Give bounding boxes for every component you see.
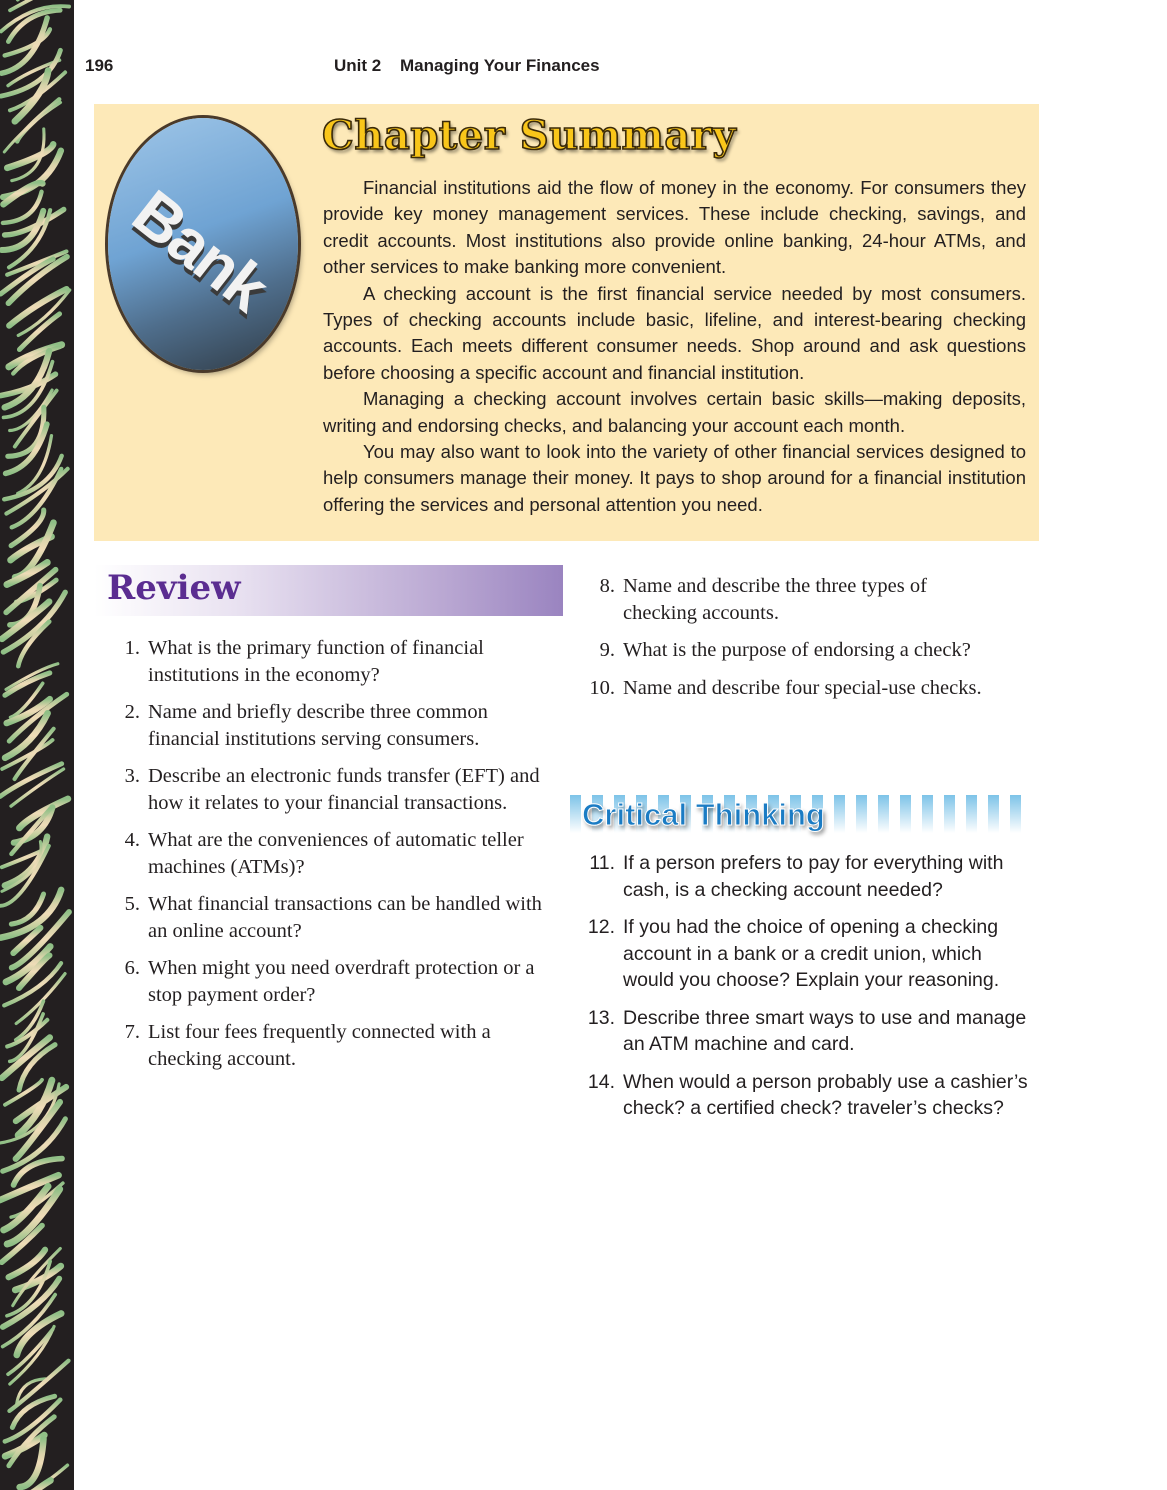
summary-paragraph: A checking account is the first financial service needed by most consumers. Types of checking accounts include basic, lifeline, and interest-bearing checking accounts. Each meets different consumer needs. Shop around and ask questions before choosing a specific account and financial institution. <box>323 282 1026 383</box>
page-number: 196 <box>85 56 114 75</box>
unit-title: Managing Your Finances <box>399 56 600 75</box>
critical-question <box>583 914 1033 994</box>
question-text: What financial transactions can be handled with an online account? <box>148 893 542 942</box>
review-question <box>108 1019 558 1072</box>
critical-thinking-questions <box>583 850 1033 1133</box>
question-text: If a person prefers to pay for everything with cash, is a checking account needed? <box>623 852 1004 901</box>
critical-thinking-header <box>570 795 1030 843</box>
question-number: 10. <box>589 676 615 699</box>
review-question <box>583 573 1003 626</box>
chapter-summary-text <box>323 175 1026 518</box>
question-text: If you had the choice of opening a checking account in a bank or a credit union, which would you choose? Explain your reasoning. <box>623 916 1000 991</box>
question-text: Name and describe the three types of checking accounts. <box>623 575 927 624</box>
question-text: When might you need overdraft protection or a stop payment order? <box>148 957 535 1006</box>
question-text: What are the conveniences of automatic teller machines (ATMs)? <box>148 829 524 878</box>
question-text: Name and describe four special-use checks. <box>623 676 982 699</box>
question-number: 11. <box>589 852 615 874</box>
review-question <box>583 637 1003 664</box>
question-number: 9. <box>599 639 615 661</box>
question-number: 13. <box>587 1006 615 1029</box>
chapter-summary-title: Chapter Summary <box>322 112 737 159</box>
review-question <box>108 891 558 944</box>
question-number: 4. <box>124 829 140 851</box>
review-question <box>108 635 558 688</box>
sidebar-pattern-icon <box>0 0 74 1490</box>
question-number: 2. <box>124 701 140 723</box>
question-number: 5. <box>124 893 140 915</box>
question-number: 7. <box>124 1021 140 1043</box>
question-text: Name and briefly describe three common financial institutions serving consumers. <box>148 701 488 750</box>
question-number: 6. <box>124 957 140 979</box>
question-number: 3. <box>124 765 140 787</box>
question-text: Describe an electronic funds transfer (EFT) and how it relates to your financial transactions. <box>148 765 540 814</box>
question-text: Describe three smart ways to use and manage an ATM machine and card. <box>623 1006 1027 1055</box>
question-text: What is the primary function of financial institutions in the economy? <box>148 637 484 686</box>
question-number: 1. <box>124 637 140 659</box>
review-question <box>108 827 558 880</box>
summary-paragraph: You may also want to look into the variety of other financial services designed to help consumers manage their money. It pays to shop around for a financial institution offering the services and personal attention you need. <box>323 441 1026 515</box>
bank-sign-text: Bank <box>119 175 281 325</box>
critical-question <box>583 1069 1033 1122</box>
review-question <box>583 675 1003 702</box>
summary-paragraph: Financial institutions aid the flow of money in the economy. For consumers they provide key money management services. These include checking, savings, and credit accounts. Most institutions also provide online banking, 24-hour ATMs, and other services to make banking more convenient. <box>323 177 1026 278</box>
critical-thinking-title: Critical Thinking <box>582 797 825 832</box>
review-title: Review <box>107 568 241 608</box>
question-number: 8. <box>599 575 615 597</box>
question-number: 14. <box>587 1070 615 1093</box>
bank-photo <box>108 118 298 370</box>
question-text: List four fees frequently connected with a checking account. <box>148 1021 491 1070</box>
review-question <box>108 955 558 1008</box>
critical-question <box>583 850 1033 903</box>
review-questions-right <box>583 573 1003 712</box>
review-question <box>108 763 558 816</box>
review-questions-left <box>108 635 558 1083</box>
question-text: What is the purpose of endorsing a check? <box>623 639 971 661</box>
running-head <box>334 56 600 76</box>
decorative-sidebar <box>0 0 74 1490</box>
unit-label: Unit 2 <box>334 56 382 75</box>
critical-question <box>583 1005 1033 1058</box>
question-number: 12. <box>587 916 615 938</box>
summary-paragraph: Managing a checking account involves certain basic skills—making deposits, writing and endorsing checks, and balancing your account each month. <box>323 388 1026 436</box>
question-text: When would a person probably use a cashier’s check? a certified check? traveler’s checks? <box>623 1070 1028 1119</box>
review-question <box>108 699 558 752</box>
